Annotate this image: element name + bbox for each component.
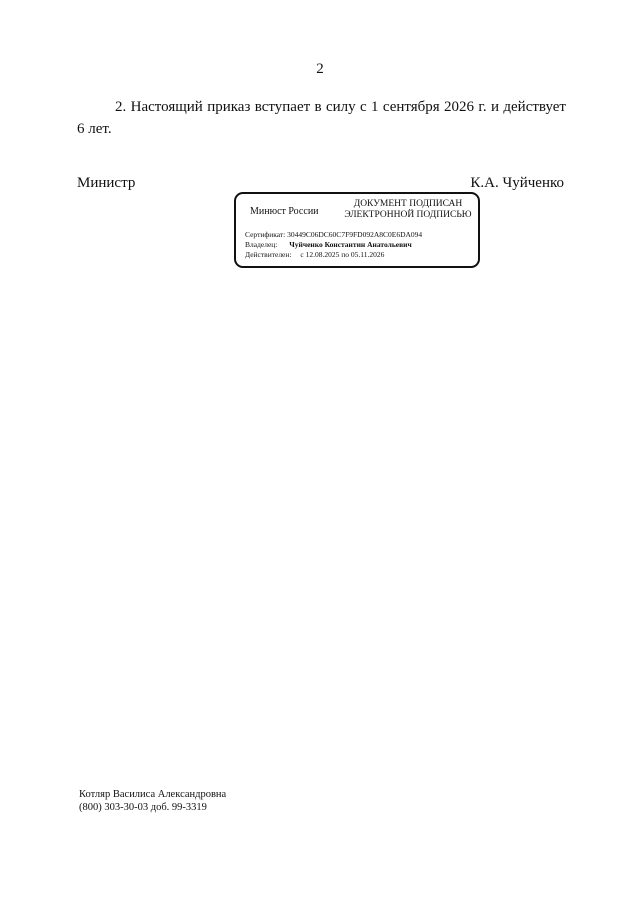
signer-title: Министр (77, 175, 136, 191)
stamp-owner-label: Владелец: (245, 240, 278, 249)
executor-name: Котляр Василиса Александровна (79, 789, 227, 800)
page-number: 2 (316, 61, 324, 77)
stamp-owner-value: Чуйченко Константин Анатольевич (289, 240, 412, 249)
executor-block (79, 788, 226, 814)
electronic-signature-stamp (234, 192, 480, 268)
stamp-owner-row (245, 240, 412, 249)
stamp-organization: Минюст России (250, 206, 319, 217)
stamp-certificate-label: Сертификат: (245, 230, 286, 239)
stamp-certificate-value: 30449C06DC60C7F9FD092A8C0E6DA094 (287, 230, 423, 239)
stamp-heading-line-1: ДОКУМЕНТ ПОДПИСАН (353, 199, 463, 209)
stamp-certificate-row (245, 230, 422, 239)
stamp-heading (342, 199, 474, 221)
stamp-valid-label: Действителен: (245, 250, 292, 259)
signer-name: К.А. Чуйченко (470, 175, 564, 191)
executor-phone: (800) 303-30-03 доб. 99-3319 (79, 802, 207, 813)
stamp-valid-row (245, 250, 384, 259)
stamp-heading-line-2: ЭЛЕКТРОННОЙ ПОДПИСЬЮ (344, 210, 472, 220)
order-paragraph: 2. Настоящий приказ вступает в силу с 1 сентября 2026 г. и действует 6 лет. (77, 99, 566, 137)
stamp-valid-value: с 12.08.2025 по 05.11.2026 (300, 250, 385, 259)
